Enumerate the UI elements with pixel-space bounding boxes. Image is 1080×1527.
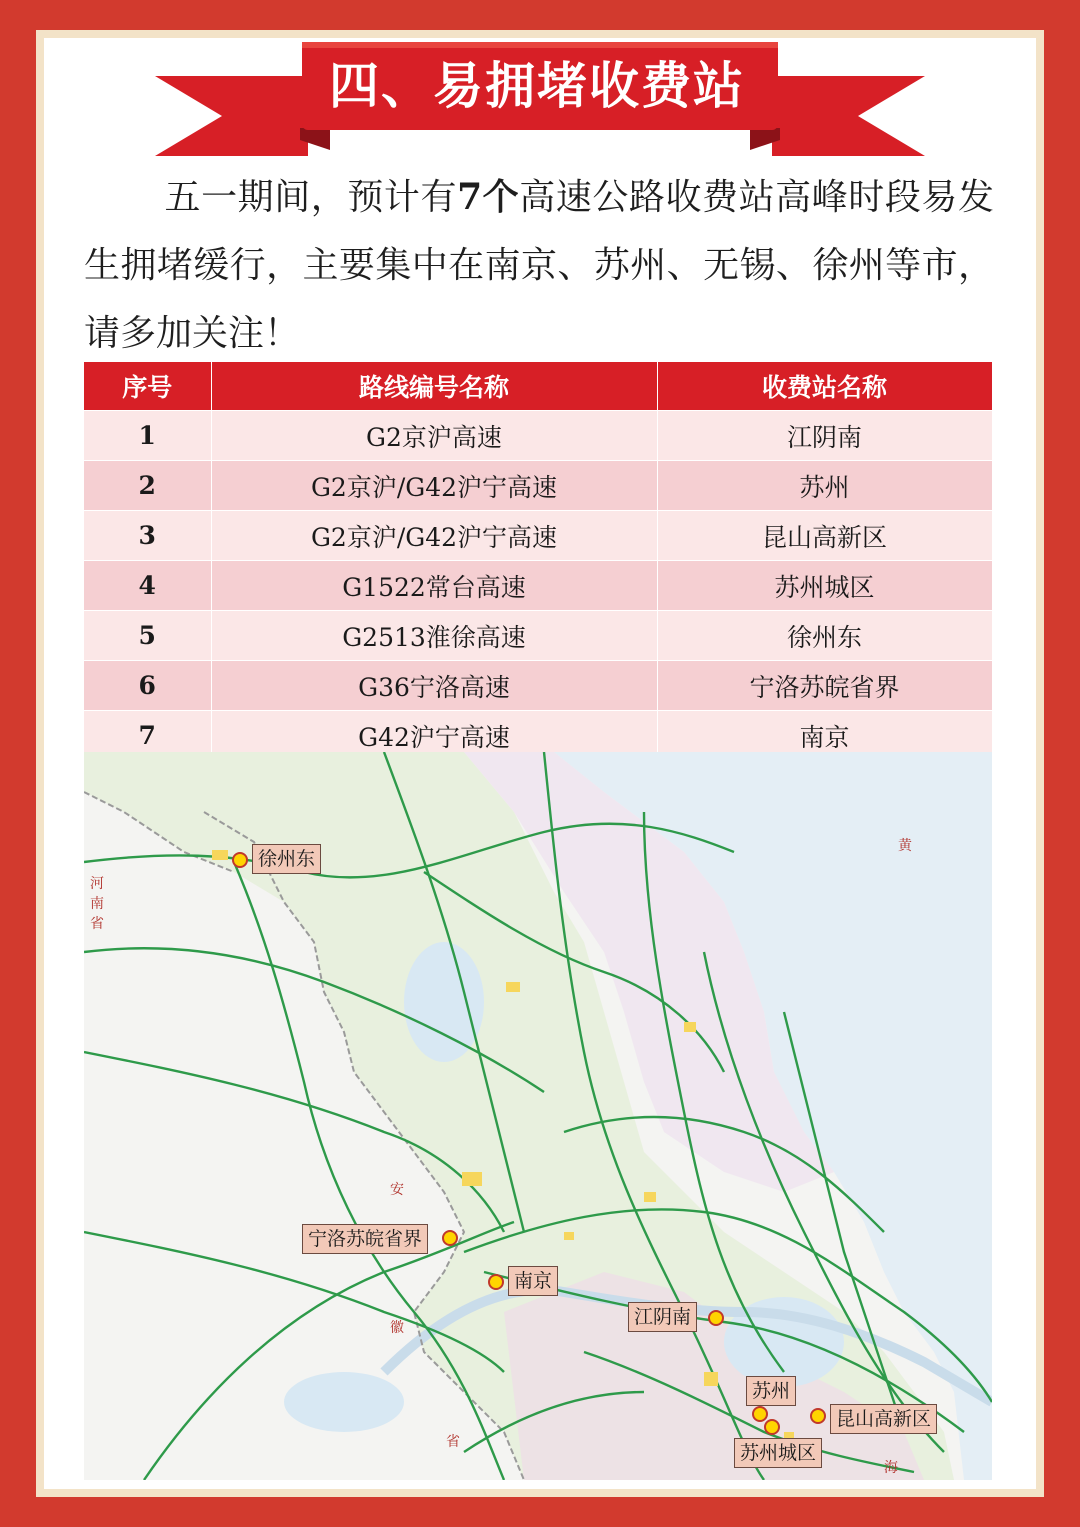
table-row xyxy=(84,611,992,661)
station-marker-xuzhou-east xyxy=(232,852,248,868)
row-station: 昆山高新区 xyxy=(657,511,992,561)
row-index: 3 xyxy=(84,511,211,561)
row-index: 4 xyxy=(84,561,211,611)
row-station: 南京 xyxy=(657,711,992,761)
station-label-kunshan-hitech: 昆山高新区 xyxy=(830,1404,937,1434)
toll-station-table xyxy=(84,362,993,760)
map-canvas xyxy=(84,752,992,1480)
row-index: 7 xyxy=(84,711,211,761)
row-station: 江阴南 xyxy=(657,411,992,461)
table-row xyxy=(84,411,992,461)
row-station: 苏州城区 xyxy=(657,561,992,611)
map-region-an: 安 xyxy=(390,1182,404,1198)
station-label-jiangyin-south: 江阴南 xyxy=(628,1302,697,1332)
station-marker-kunshan-hitech xyxy=(810,1408,826,1424)
lake xyxy=(284,1372,404,1432)
map-region-hui: 徽 xyxy=(390,1320,404,1336)
row-route: G36宁洛高速 xyxy=(211,661,657,711)
table-header-row xyxy=(84,362,992,411)
station-marker-suzhou-urban xyxy=(764,1419,780,1435)
station-label-xuzhou-east: 徐州东 xyxy=(252,844,321,874)
row-route: G2京沪高速 xyxy=(211,411,657,461)
column-header-station: 收费站名称 xyxy=(657,362,992,411)
map-region-henan: 河南省 xyxy=(90,876,104,932)
map-region-hai: 海 xyxy=(884,1460,898,1476)
row-route: G2京沪/G42沪宁高速 xyxy=(211,461,657,511)
table-row xyxy=(84,661,992,711)
page-title: 四、易拥堵收费站 xyxy=(329,57,745,115)
table-row xyxy=(84,561,992,611)
table-row xyxy=(84,461,992,511)
row-index: 6 xyxy=(84,661,211,711)
row-station: 宁洛苏皖省界 xyxy=(657,661,992,711)
intro-text-part1: 五一期间，预计有 xyxy=(164,177,458,218)
station-label-nanjing: 南京 xyxy=(508,1266,558,1296)
station-marker-jiangyin-south xyxy=(708,1310,724,1326)
station-marker-suzhou xyxy=(752,1406,768,1422)
row-index: 1 xyxy=(84,411,211,461)
map-region-huang: 黄 xyxy=(898,838,912,854)
column-header-index: 序号 xyxy=(84,362,211,411)
intro-text-part2: 高速公路收费站高峰时段易发生拥堵缓行，主要集中在南京、苏州、无锡、徐州等市，请多加关注！ xyxy=(84,177,994,354)
station-label-suzhou: 苏州 xyxy=(746,1376,796,1406)
station-label-suzhou-urban: 苏州城区 xyxy=(734,1438,822,1468)
row-route: G2513淮徐高速 xyxy=(211,611,657,661)
row-station: 苏州 xyxy=(657,461,992,511)
row-route: G42沪宁高速 xyxy=(211,711,657,761)
lake xyxy=(404,942,484,1062)
intro-count: 7个 xyxy=(457,176,520,218)
highway-map xyxy=(84,752,992,1480)
intro-paragraph xyxy=(84,163,994,368)
row-station: 徐州东 xyxy=(657,611,992,661)
row-index: 2 xyxy=(84,461,211,511)
row-route: G1522常台高速 xyxy=(211,561,657,611)
table-row xyxy=(84,511,992,561)
station-marker-nanjing xyxy=(488,1274,504,1290)
station-marker-ningluo-border xyxy=(442,1230,458,1246)
row-route: G2京沪/G42沪宁高速 xyxy=(211,511,657,561)
station-label-ningluo-border: 宁洛苏皖省界 xyxy=(302,1224,428,1254)
column-header-route: 路线编号名称 xyxy=(211,362,657,411)
row-index: 5 xyxy=(84,611,211,661)
map-region-sheng: 省 xyxy=(446,1434,460,1450)
